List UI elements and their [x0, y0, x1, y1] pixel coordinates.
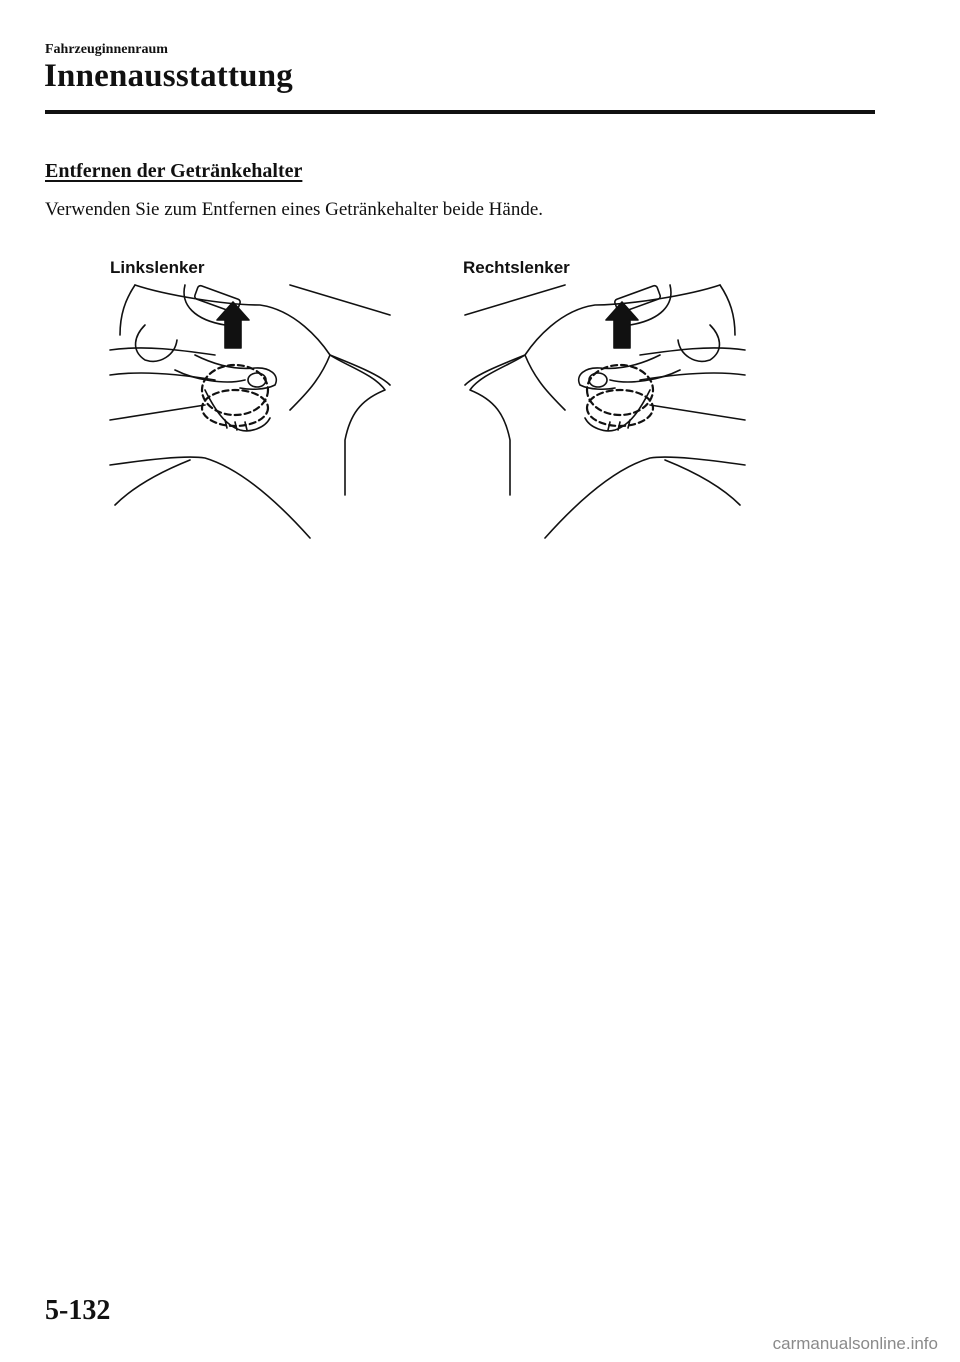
figure-label-left: Linkslenker [110, 258, 205, 277]
section-label: Fahrzeuginnenraum [45, 42, 168, 57]
instruction-text: Verwenden Sie zum Entfernen eines Getränkehalter beide Hände. [45, 199, 544, 220]
cup-holder-illustration-right [460, 280, 750, 540]
cup-holder-illustration-left [105, 280, 395, 540]
subheading: Entfernen der Getränkehalter [45, 160, 303, 182]
figure-label-right: Rechtslenker [463, 258, 570, 277]
page-number: 5-132 [45, 1295, 111, 1326]
chapter-title: Innenausstattung [44, 58, 293, 94]
watermark: carmanualsonline.info [772, 1334, 938, 1353]
title-divider [45, 110, 875, 114]
